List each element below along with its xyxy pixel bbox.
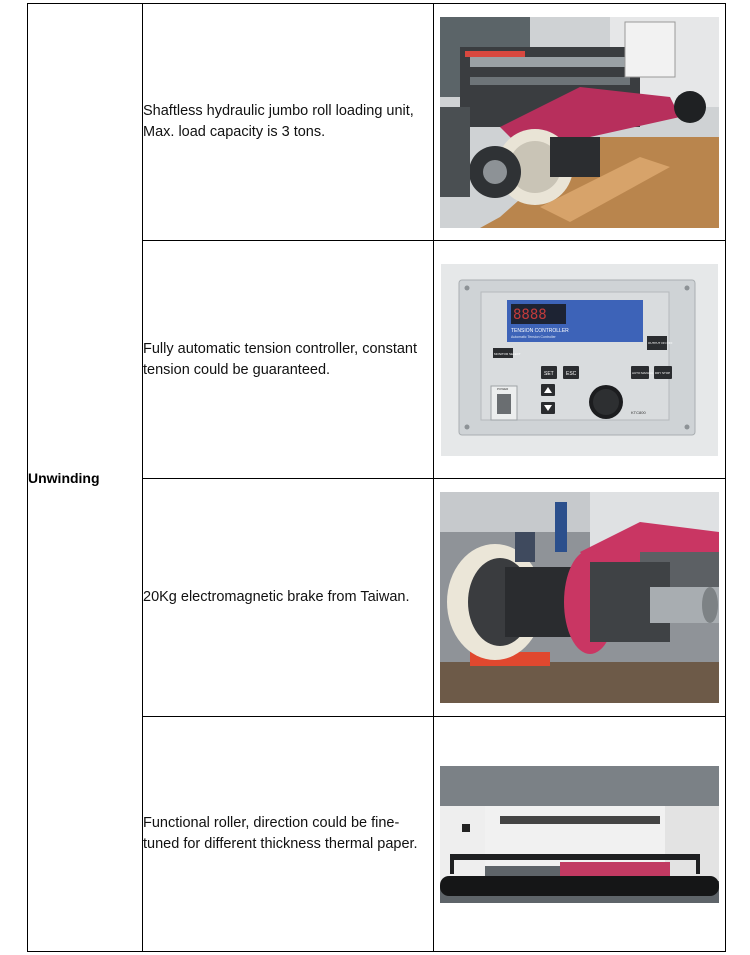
row-3-description: 20Kg electromagnetic brake from Taiwan. [143, 589, 410, 605]
functional-roller-photo [440, 766, 719, 903]
monitor-select-label: MONITOR SELECT [494, 351, 521, 356]
row-4-description: Functional roller, direction could be fine-tuned for different thickness thermal paper. [143, 815, 418, 852]
esc-button-label: ESC [566, 370, 577, 377]
row-photo-cell [434, 4, 726, 241]
output-button-label: OUTPUT ON OFF [648, 340, 673, 345]
row-photo-cell [434, 717, 726, 952]
row-description-cell [143, 479, 434, 717]
row-photo-cell [434, 241, 726, 479]
row-photo-cell [434, 479, 726, 717]
power-switch-label: POWER [497, 386, 509, 391]
auto-manual-label: AUTO MANUAL [632, 370, 654, 375]
controller-model-label: KTC800 [631, 409, 646, 415]
section-label: Unwinding [28, 469, 100, 486]
section-label-cell [28, 4, 143, 952]
spec-table [27, 3, 726, 952]
controller-title-text: TENSION CONTROLLER [511, 327, 569, 334]
set-button-label: SET [544, 370, 554, 377]
controller-subtitle-text: Automatic Tension Controller [511, 334, 556, 339]
tension-controller-photo [441, 264, 718, 456]
row-description-cell [143, 241, 434, 479]
row-description-cell [143, 717, 434, 952]
row-2-description: Fully automatic tension controller, constant tension could be guaranteed. [143, 340, 418, 378]
row-1-description: Shaftless hydraulic jumbo roll loading unit, Max. load capacity is 3 tons. [143, 103, 414, 140]
row-description-cell [143, 4, 434, 241]
controller-display-text: 8888 [513, 306, 547, 323]
dry-stop-label: DRY STOP [655, 370, 671, 375]
jumbo-roll-loading-unit-photo [440, 17, 719, 228]
electromagnetic-brake-photo [440, 492, 719, 703]
